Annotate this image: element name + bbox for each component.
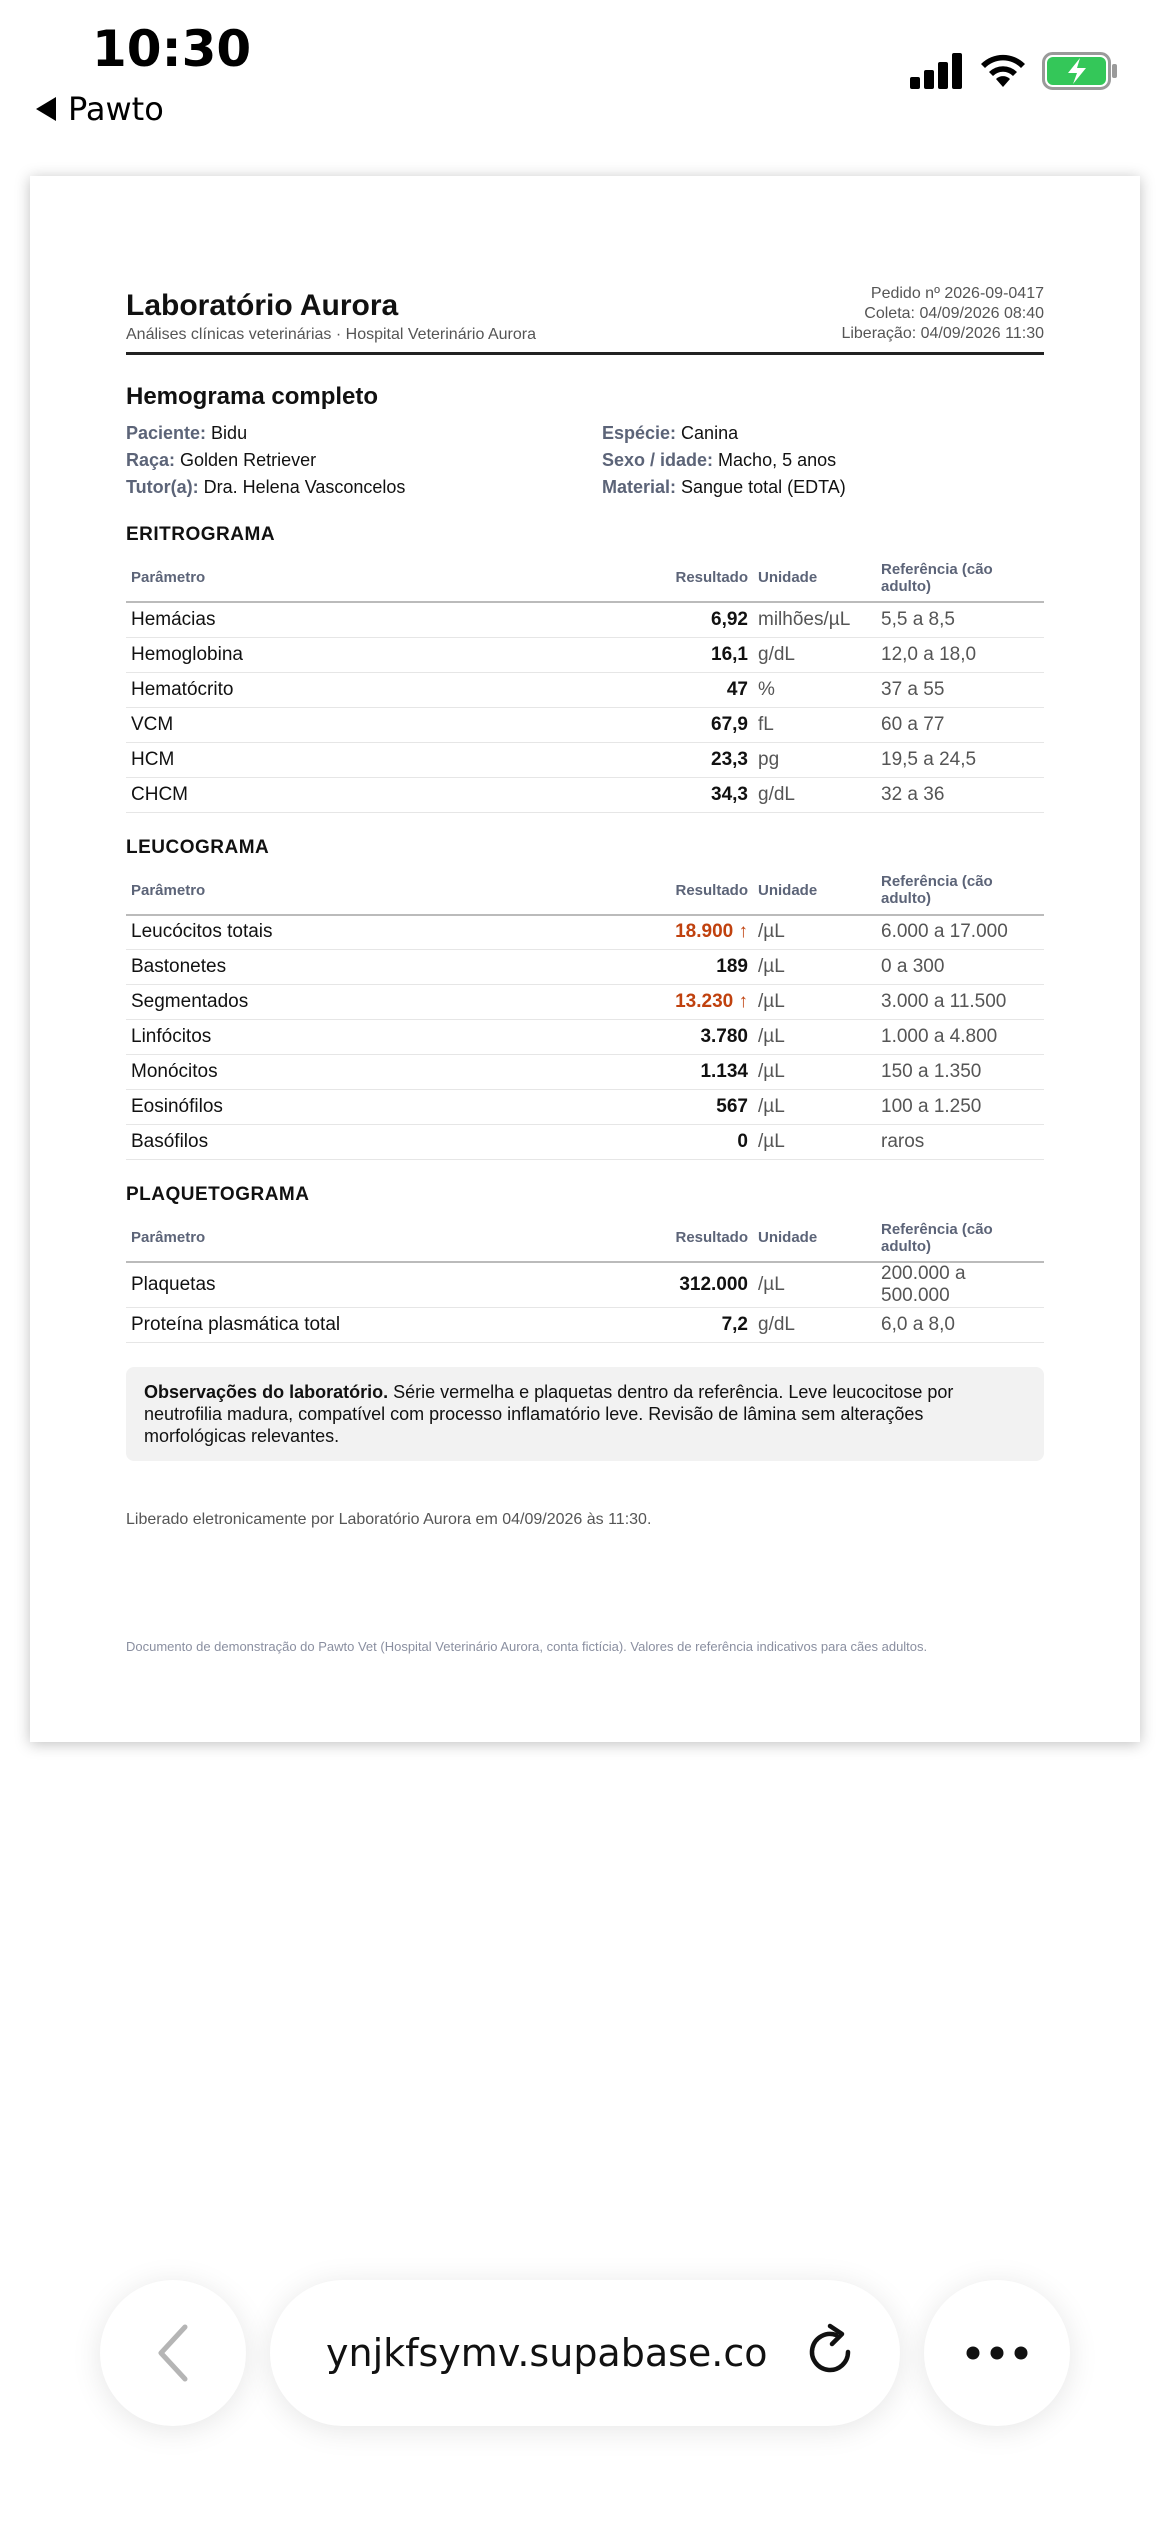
reference-cell: 12,0 a 18,0 (876, 637, 1044, 672)
header-unit: Unidade (753, 1214, 876, 1262)
back-to-app-button[interactable] (36, 90, 164, 128)
parameter-cell: Hematócrito (126, 672, 631, 707)
release-statement: Liberado eletronicamente por Laboratório Aurora em 04/09/2026 às 11:30. (126, 1511, 652, 1528)
reload-icon[interactable] (800, 2322, 860, 2382)
observations-label: Observações do laboratório. (144, 1382, 389, 1402)
patient-breed: Raça: Golden Retriever (126, 450, 317, 470)
result-cell: 567 (631, 1090, 753, 1125)
report-content (126, 284, 1044, 1654)
header-result: Resultado (631, 554, 753, 602)
section-title: PLAQUETOGRAMA (126, 1184, 310, 1205)
status-icons (910, 52, 1118, 90)
reference-cell: 3.000 a 11.500 (876, 985, 1044, 1020)
unit-cell: /µL (753, 1262, 876, 1308)
unit-cell: /µL (753, 950, 876, 985)
header-parameter: Parâmetro (126, 1214, 631, 1262)
reference-cell: 150 a 1.350 (876, 1055, 1044, 1090)
section-title: ERITROGRAMA (126, 524, 276, 545)
browser-back-button[interactable] (100, 2280, 246, 2426)
unit-cell: % (753, 672, 876, 707)
parameter-cell: Leucócitos totais (126, 915, 631, 950)
parameter-cell: Eosinófilos (126, 1090, 631, 1125)
parameter-cell: Basófilos (126, 1125, 631, 1160)
observations-text: Série vermelha e plaquetas dentro da referência. Leve leucocitose por neutrofilia madura, compatível com processo inflamatório leve. Revisão de lâmina sem alterações morfológicas relevantes. (144, 1382, 954, 1446)
results-table (126, 867, 1044, 1161)
unit-cell: milhões/µL (753, 602, 876, 637)
header-parameter: Parâmetro (126, 867, 631, 915)
unit-cell: /µL (753, 985, 876, 1020)
header-result: Resultado (631, 867, 753, 915)
header-reference: Referência (cão adulto) (876, 867, 1044, 915)
browser-more-button[interactable] (924, 2280, 1070, 2426)
document-footnote: Documento de demonstração do Pawto Vet (Hospital Veterinário Aurora, conta fictícia). Valores de referência indicativos para cães adultos. (126, 1639, 928, 1654)
release-date: Liberação: 04/09/2026 11:30 (841, 325, 1044, 342)
table-row (126, 1262, 1044, 1308)
unit-cell: pg (753, 742, 876, 777)
reference-cell: 1.000 a 4.800 (876, 1020, 1044, 1055)
battery-charging-icon (1042, 52, 1118, 90)
lab-observations (126, 1367, 1044, 1461)
patient-info (126, 421, 1044, 500)
address-bar[interactable] (270, 2280, 900, 2426)
reference-cell: 6.000 a 17.000 (876, 915, 1044, 950)
reference-cell: 19,5 a 24,5 (876, 742, 1044, 777)
wifi-icon (978, 53, 1028, 89)
unit-cell: /µL (753, 1125, 876, 1160)
header-reference: Referência (cão adulto) (876, 1214, 1044, 1262)
header-result: Resultado (631, 1214, 753, 1262)
sample-material: Material: Sangue total (EDTA) (602, 477, 846, 497)
results-table (126, 554, 1044, 813)
reference-cell: 32 a 36 (876, 777, 1044, 812)
result-sections (126, 524, 1044, 1343)
unit-cell: /µL (753, 915, 876, 950)
parameter-cell: Hemoglobina (126, 637, 631, 672)
result-cell: 312.000 (631, 1262, 753, 1308)
patient-species: Espécie: Canina (602, 423, 739, 443)
header-parameter: Parâmetro (126, 554, 631, 602)
reference-cell: 6,0 a 8,0 (876, 1308, 1044, 1343)
table-row (126, 1090, 1044, 1125)
parameter-cell: Monócitos (126, 1055, 631, 1090)
parameter-cell: Linfócitos (126, 1020, 631, 1055)
table-row (126, 950, 1044, 985)
parameter-cell: Plaquetas (126, 1262, 631, 1308)
result-cell: 18.900 ↑ (631, 915, 753, 950)
result-cell: 23,3 (631, 742, 753, 777)
result-cell: 67,9 (631, 707, 753, 742)
table-row (126, 672, 1044, 707)
reference-cell: 0 a 300 (876, 950, 1044, 985)
order-info (841, 284, 1044, 344)
table-row (126, 707, 1044, 742)
result-cell: 7,2 (631, 1308, 753, 1343)
patient-sex-age: Sexo / idade: Macho, 5 anos (602, 450, 837, 470)
back-app-label: Pawto (68, 90, 164, 128)
unit-cell: g/dL (753, 1308, 876, 1343)
header-unit: Unidade (753, 554, 876, 602)
reference-cell: 60 a 77 (876, 707, 1044, 742)
reference-cell: 200.000 a 500.000 (876, 1262, 1044, 1308)
more-dots-icon (965, 2345, 1029, 2361)
order-number: Pedido nº 2026-09-0417 (870, 285, 1044, 302)
browser-toolbar (0, 2280, 1170, 2430)
patient-name: Paciente: Bidu (126, 423, 248, 443)
unit-cell: /µL (753, 1090, 876, 1125)
result-cell: 3.780 (631, 1020, 753, 1055)
section-title: LEUCOGRAMA (126, 836, 270, 858)
parameter-cell: CHCM (126, 777, 631, 812)
table-row (126, 1308, 1044, 1343)
table-row (126, 985, 1044, 1020)
reference-cell: 5,5 a 8,5 (876, 602, 1044, 637)
report-header (126, 284, 1044, 355)
chevron-left-icon (153, 2323, 193, 2383)
reference-cell: raros (876, 1125, 1044, 1160)
header-unit: Unidade (753, 867, 876, 915)
status-bar (0, 0, 1170, 150)
lab-name: Laboratório Aurora (126, 289, 399, 322)
result-cell: 6,92 (631, 602, 753, 637)
back-triangle-icon (36, 97, 56, 121)
status-time: 10:30 (92, 20, 252, 78)
reference-cell: 37 a 55 (876, 672, 1044, 707)
unit-cell: g/dL (753, 777, 876, 812)
lab-subtitle: Análises clínicas veterinárias · Hospital Veterinário Aurora (126, 326, 536, 343)
parameter-cell: Segmentados (126, 985, 631, 1020)
parameter-cell: Bastonetes (126, 950, 631, 985)
exam-title: Hemograma completo (126, 383, 379, 410)
table-row (126, 777, 1044, 812)
table-row (126, 1055, 1044, 1090)
table-row (126, 915, 1044, 950)
unit-cell: /µL (753, 1020, 876, 1055)
result-cell: 189 (631, 950, 753, 985)
parameter-cell: Hemácias (126, 602, 631, 637)
table-row (126, 602, 1044, 637)
url-text: ynjkfsymv.supabase.co (326, 2331, 768, 2375)
lab-report-page (30, 176, 1140, 1742)
reference-cell: 100 a 1.250 (876, 1090, 1044, 1125)
table-row (126, 1020, 1044, 1055)
patient-tutor: Tutor(a): Dra. Helena Vasconcelos (126, 477, 406, 497)
table-row (126, 637, 1044, 672)
result-cell: 1.134 (631, 1055, 753, 1090)
parameter-cell: Proteína plasmática total (126, 1308, 631, 1343)
collection-date: Coleta: 04/09/2026 08:40 (864, 305, 1044, 322)
result-cell: 47 (631, 672, 753, 707)
unit-cell: fL (753, 707, 876, 742)
cellular-signal-icon (910, 53, 964, 89)
unit-cell: /µL (753, 1055, 876, 1090)
unit-cell: g/dL (753, 637, 876, 672)
result-cell: 0 (631, 1125, 753, 1160)
result-cell: 16,1 (631, 637, 753, 672)
result-cell: 13.230 ↑ (631, 985, 753, 1020)
result-cell: 34,3 (631, 777, 753, 812)
table-row (126, 1125, 1044, 1160)
table-row (126, 742, 1044, 777)
header-reference: Referência (cão adulto) (876, 554, 1044, 602)
parameter-cell: HCM (126, 742, 631, 777)
parameter-cell: VCM (126, 707, 631, 742)
results-table (126, 1214, 1044, 1343)
